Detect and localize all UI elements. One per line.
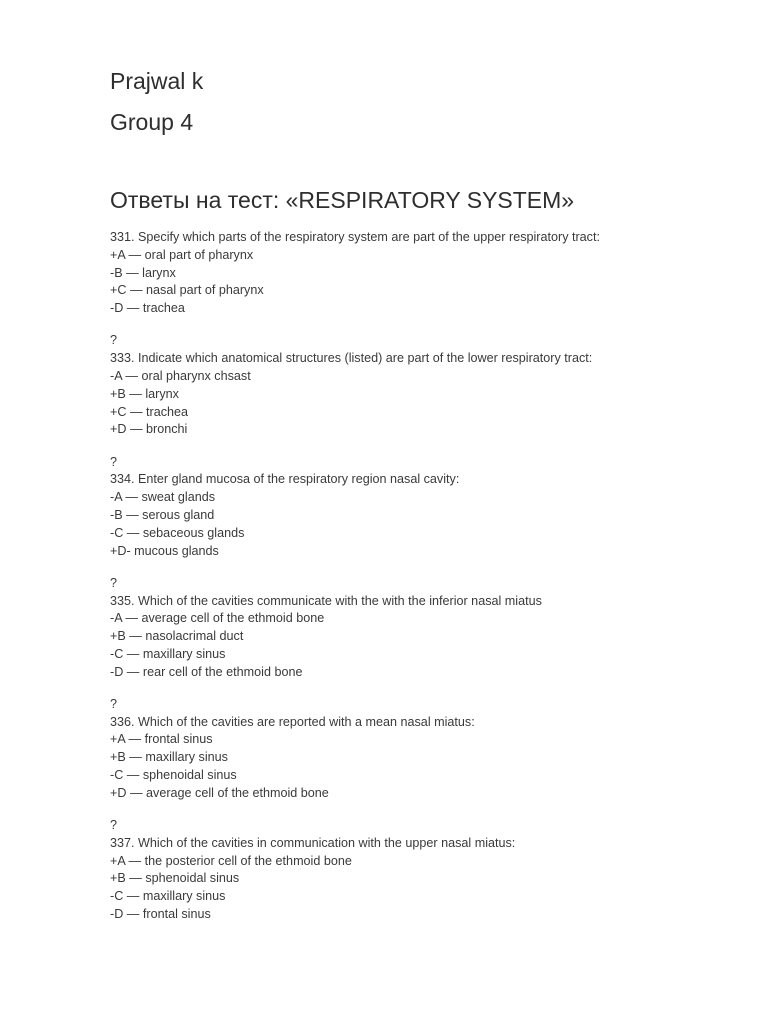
question-block bbox=[110, 332, 730, 439]
question-block bbox=[110, 229, 730, 318]
separator-mark: ? bbox=[110, 818, 118, 833]
question-text: 337. Which of the cavities in communication with the upper nasal miatus: bbox=[110, 835, 516, 850]
answer-option: +B — larynx bbox=[110, 386, 179, 401]
answer-option: +B — sphenoidal sinus bbox=[110, 871, 240, 886]
answer-option: +D- mucous glands bbox=[110, 543, 219, 558]
separator-mark: ? bbox=[110, 454, 118, 469]
question-block bbox=[110, 696, 730, 803]
question-block bbox=[110, 817, 730, 924]
separator-mark: ? bbox=[110, 696, 118, 711]
question-block bbox=[110, 454, 730, 561]
answer-option: -C — sphenoidal sinus bbox=[110, 768, 237, 783]
answer-option: -A — oral pharynx chsast bbox=[110, 368, 251, 383]
answer-option: -D — rear cell of the ethmoid bone bbox=[110, 664, 303, 679]
answer-option: -C — maxillary sinus bbox=[110, 889, 226, 904]
answer-option: +B — maxillary sinus bbox=[110, 750, 228, 765]
answer-option: -D — frontal sinus bbox=[110, 907, 211, 922]
answer-option: +C — nasal part of pharynx bbox=[110, 283, 264, 298]
answer-option: +D — average cell of the ethmoid bone bbox=[110, 785, 329, 800]
question-text: 333. Indicate which anatomical structures (listed) are part of the lower respiratory tract: bbox=[110, 351, 593, 366]
answer-option: -D — trachea bbox=[110, 301, 185, 316]
answer-option: +C — trachea bbox=[110, 404, 189, 419]
separator-mark: ? bbox=[110, 575, 118, 590]
document-title: Ответы на тест: «RESPIRATORY SYSTEM» bbox=[110, 187, 575, 213]
answer-option: +D — bronchi bbox=[110, 422, 188, 437]
answer-option: +B — nasolacrimal duct bbox=[110, 629, 244, 644]
question-text: 331. Specify which parts of the respiratory system are part of the upper respiratory tract: bbox=[110, 230, 600, 244]
author-name: Prajwal k bbox=[110, 68, 204, 94]
answer-option: +A — the posterior cell of the ethmoid bone bbox=[110, 853, 352, 868]
group-label: Group 4 bbox=[110, 109, 194, 135]
answer-option: -C — maxillary sinus bbox=[110, 646, 226, 661]
answer-option: -A — average cell of the ethmoid bone bbox=[110, 611, 325, 626]
question-text: 336. Which of the cavities are reported with a mean nasal miatus: bbox=[110, 714, 475, 729]
answer-option: -B — larynx bbox=[110, 265, 176, 280]
answer-option: -A — sweat glands bbox=[110, 490, 215, 505]
answer-option: -B — serous gland bbox=[110, 507, 215, 522]
answer-option: +A — oral part of pharynx bbox=[110, 247, 254, 262]
question-block bbox=[110, 575, 730, 682]
separator-mark: ? bbox=[110, 333, 118, 348]
answer-option: +A — frontal sinus bbox=[110, 732, 213, 747]
question-text: 335. Which of the cavities communicate with the with the inferior nasal miatus bbox=[110, 593, 542, 608]
question-text: 334. Enter gland mucosa of the respiratory region nasal cavity: bbox=[110, 472, 460, 487]
question-list bbox=[110, 229, 730, 924]
answer-option: -C — sebaceous glands bbox=[110, 525, 245, 540]
